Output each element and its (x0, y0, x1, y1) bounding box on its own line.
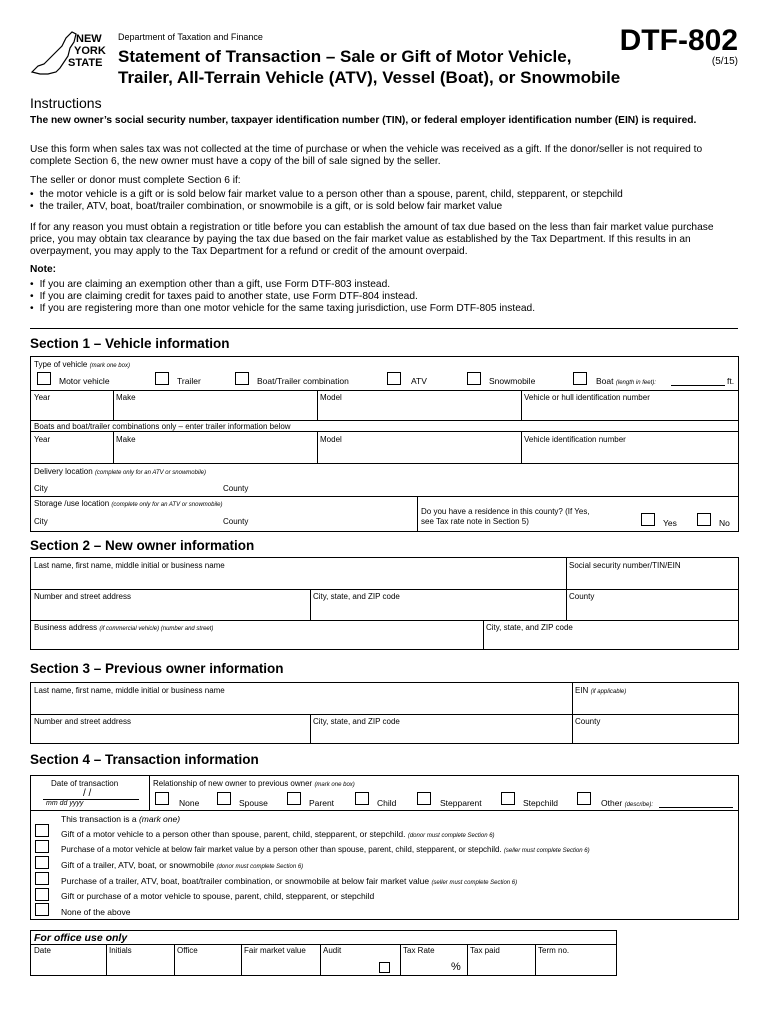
checkbox-stepchild[interactable] (501, 792, 515, 805)
storage-city-label: City (34, 517, 48, 526)
business-csz-label: City, state, and ZIP code (486, 623, 573, 632)
section4-heading: Section 4 – Transaction information (30, 752, 259, 767)
option-label: Snowmobile (489, 376, 536, 386)
transaction-option-4: Purchase of a trailer, ATV, boat, boat/trailer combination, or snowmobile at below fair market value (seller must complete Section 6) (61, 876, 518, 886)
logo-text-state: STATE (68, 57, 103, 69)
office-use-box (30, 930, 617, 976)
section1-heading: Section 1 – Vehicle information (30, 336, 230, 351)
office-col-tax-paid: Tax paid (470, 946, 500, 955)
county-label: County (575, 717, 601, 726)
office-col-fmv: Fair market value (244, 946, 306, 955)
business-address-label: Business address (if commercial vehicle) (number and street) (34, 623, 214, 632)
checkbox-snowmobile[interactable] (467, 372, 481, 385)
new-owner-name-label: Last name, first name, middle initial or business name (34, 561, 225, 570)
transaction-option-6: None of the above (61, 907, 131, 917)
csz-label: City, state, and ZIP code (313, 717, 400, 726)
option-label: ATV (411, 376, 427, 386)
checkbox-transaction-1[interactable] (35, 824, 49, 837)
list-item: • If you are registering more than one motor vehicle for the same taxing jurisdiction, use Form DTF-805 instead. (30, 303, 740, 315)
section1-box (30, 356, 739, 532)
notes-list (30, 279, 740, 315)
checkbox-trailer[interactable] (155, 372, 169, 385)
office-col-term-no: Term no. (538, 946, 570, 955)
model-label: Model (320, 393, 342, 402)
option-label: Trailer (177, 376, 201, 386)
office-col-audit: Audit (323, 946, 342, 955)
office-col-date: Date (34, 946, 51, 955)
instructions-para1: Use this form when sales tax was not collected at the time of purchase or when the vehicle was received as a gift. If the donor/seller is not required to complete Section 6, the new owner must have a copy of the bill of sale signed by the seller. (30, 144, 703, 167)
checkbox-stepparent[interactable] (417, 792, 431, 805)
office-col-office: Office (177, 946, 198, 955)
list-item: • the motor vehicle is a gift or is sold below fair market value to a person other than a spouse, parent, child, stepparent, or stepchild (30, 189, 740, 201)
delivery-county-label: County (223, 484, 249, 493)
transaction-option-1: Gift of a motor vehicle to a person other than spouse, parent, child, stepparent, or stepchild. (donor must complete Section 6) (61, 829, 495, 839)
office-col-tax-rate: Tax Rate (403, 946, 435, 955)
checkbox-transaction-6[interactable] (35, 903, 49, 916)
no-label: No (719, 518, 730, 528)
instructions-heading: Instructions (30, 95, 102, 111)
storage-location-label: Storage /use location (complete only for an ATV or snowmobile) (34, 499, 223, 508)
checkbox-parent[interactable] (287, 792, 301, 805)
checkbox-transaction-2[interactable] (35, 840, 49, 853)
previous-owner-name-label: Last name, first name, middle initial or business name (34, 686, 225, 695)
instructions-para3: If for any reason you must obtain a registration or title before you can establish the amount of tax due based on the less than fair market value purchase price, you may obtain tax clearance by paying the tax due based on the fair market value as established by the Tax Department. If this results in an overpayment, you may apply to the Tax Department for a refund or credit of the amount overpaid. (30, 222, 714, 257)
checkbox-transaction-4[interactable] (35, 872, 49, 885)
ssn-label: Social security number/TIN/EIN (569, 561, 681, 570)
date-separators[interactable]: / / (83, 788, 92, 799)
transaction-is-label: This transaction is a (mark one) (61, 814, 181, 824)
checkbox-residence-yes[interactable] (641, 513, 655, 526)
option-label: Stepchild (523, 798, 558, 808)
form-revision-date: (5/15) (711, 56, 738, 67)
trailer-year-label: Year (34, 435, 51, 444)
new-york-state-logo (30, 28, 110, 78)
storage-county-label: County (223, 517, 249, 526)
option-label: Child (377, 798, 397, 808)
type-of-vehicle-label: Type of vehicle (mark one box) (34, 360, 130, 369)
section3-heading: Section 3 – Previous owner information (30, 661, 284, 676)
checkbox-residence-no[interactable] (697, 513, 711, 526)
logo-text-york: YORK (74, 45, 106, 57)
option-label: Other (describe): (601, 798, 653, 808)
delivery-location-label: Delivery location (complete only for an ATV or snowmobile) (34, 467, 206, 476)
department-name: Department of Taxation and Finance (118, 32, 263, 42)
other-describe-line[interactable] (659, 807, 733, 808)
list-item: • If you are claiming an exemption other than a gift, use Form DTF-803 instead. (30, 279, 740, 291)
office-use-heading: For office use only (34, 932, 128, 944)
checkbox-transaction-5[interactable] (35, 888, 49, 901)
date-of-transaction-label: Date of transaction (51, 779, 119, 788)
option-label: Boat/Trailer combination (257, 376, 349, 386)
note-heading: Note: (30, 264, 57, 275)
list-item: • If you are claiming credit for taxes paid to another state, use Form DTF-804 instead. (30, 291, 740, 303)
option-label: Stepparent (440, 798, 482, 808)
form-title-line2: Trailer, All-Terrain Vehicle (ATV), Vessel (Boat), or Snowmobile (118, 68, 621, 87)
ein-label: EIN (if applicable) (575, 686, 627, 695)
transaction-option-3: Gift of a trailer, ATV, boat, or snowmobile (donor must complete Section 6) (61, 860, 304, 870)
boats-trailer-label: Boats and boat/trailer combinations only – enter trailer information below (34, 422, 291, 431)
percent-sign: % (451, 961, 461, 973)
option-label: Motor vehicle (59, 376, 110, 386)
list-item: • the trailer, ATV, boat, boat/trailer combination, or snowmobile is a gift, or is sold below fair market value (30, 201, 740, 213)
checkbox-spouse[interactable] (217, 792, 231, 805)
section2-heading: Section 2 – New owner information (30, 538, 255, 553)
option-label: Parent (309, 798, 335, 808)
option-label: Spouse (239, 798, 268, 808)
logo-text-new: NEW (76, 33, 102, 45)
csz-label: City, state, and ZIP code (313, 592, 400, 601)
office-col-initials: Initials (109, 946, 132, 955)
feet-label: ft. (727, 376, 735, 386)
checkbox-boat[interactable] (573, 372, 587, 385)
form-number: DTF-802 (619, 24, 738, 57)
form-title (118, 46, 638, 88)
yes-label: Yes (663, 518, 677, 528)
boat-length-line[interactable] (671, 385, 725, 386)
relationship-label: Relationship of new owner to previous owner (mark one box) (153, 779, 355, 788)
year-label: Year (34, 393, 51, 402)
trailer-vin-label: Vehicle identification number (524, 435, 626, 444)
transaction-option-2: Purchase of a motor vehicle at below fair market value by a person other than spouse, parent, child, stepparent, or stepchild. (seller must complete Section 6) (61, 845, 590, 854)
section4-box (30, 775, 739, 920)
transaction-option-5: Gift or purchase of a motor vehicle to spouse, parent, child, stepparent, or stepchild (61, 891, 375, 901)
trailer-model-label: Model (320, 435, 342, 444)
checkbox-other[interactable] (577, 792, 591, 805)
audit-checkbox[interactable] (379, 962, 390, 973)
make-label: Make (116, 393, 136, 402)
residence-question: Do you have a residence in this county? (If Yes, (421, 507, 590, 516)
county-label: County (569, 592, 595, 601)
street-label: Number and street address (34, 592, 131, 601)
instructions-para2: The seller or donor must complete Section 6 if: (30, 175, 241, 186)
option-label: None (179, 798, 200, 808)
instructions-required-note: The new owner’s social security number, taxpayer identification number (TIN), or federal employer identification number (EIN) is required. (30, 115, 697, 126)
option-label: Boat (length in feet): (596, 376, 656, 386)
street-label: Number and street address (34, 717, 131, 726)
checkbox-boat-trailer[interactable] (235, 372, 249, 385)
section3-box (30, 682, 739, 744)
divider (30, 328, 738, 329)
section6-conditions-list (30, 189, 740, 213)
checkbox-atv[interactable] (387, 372, 401, 385)
delivery-city-label: City (34, 484, 48, 493)
checkbox-transaction-3[interactable] (35, 856, 49, 869)
date-format: mm dd yyyy (46, 800, 84, 807)
section2-box (30, 557, 739, 650)
vin-hull-label: Vehicle or hull identification number (524, 393, 650, 402)
form-title-line1: Statement of Transaction – Sale or Gift of Motor Vehicle, (118, 47, 572, 66)
residence-question-2: see Tax rate note in Section 5) (421, 517, 529, 526)
checkbox-child[interactable] (355, 792, 369, 805)
checkbox-motor-vehicle[interactable] (37, 372, 51, 385)
checkbox-none[interactable] (155, 792, 169, 805)
trailer-make-label: Make (116, 435, 136, 444)
